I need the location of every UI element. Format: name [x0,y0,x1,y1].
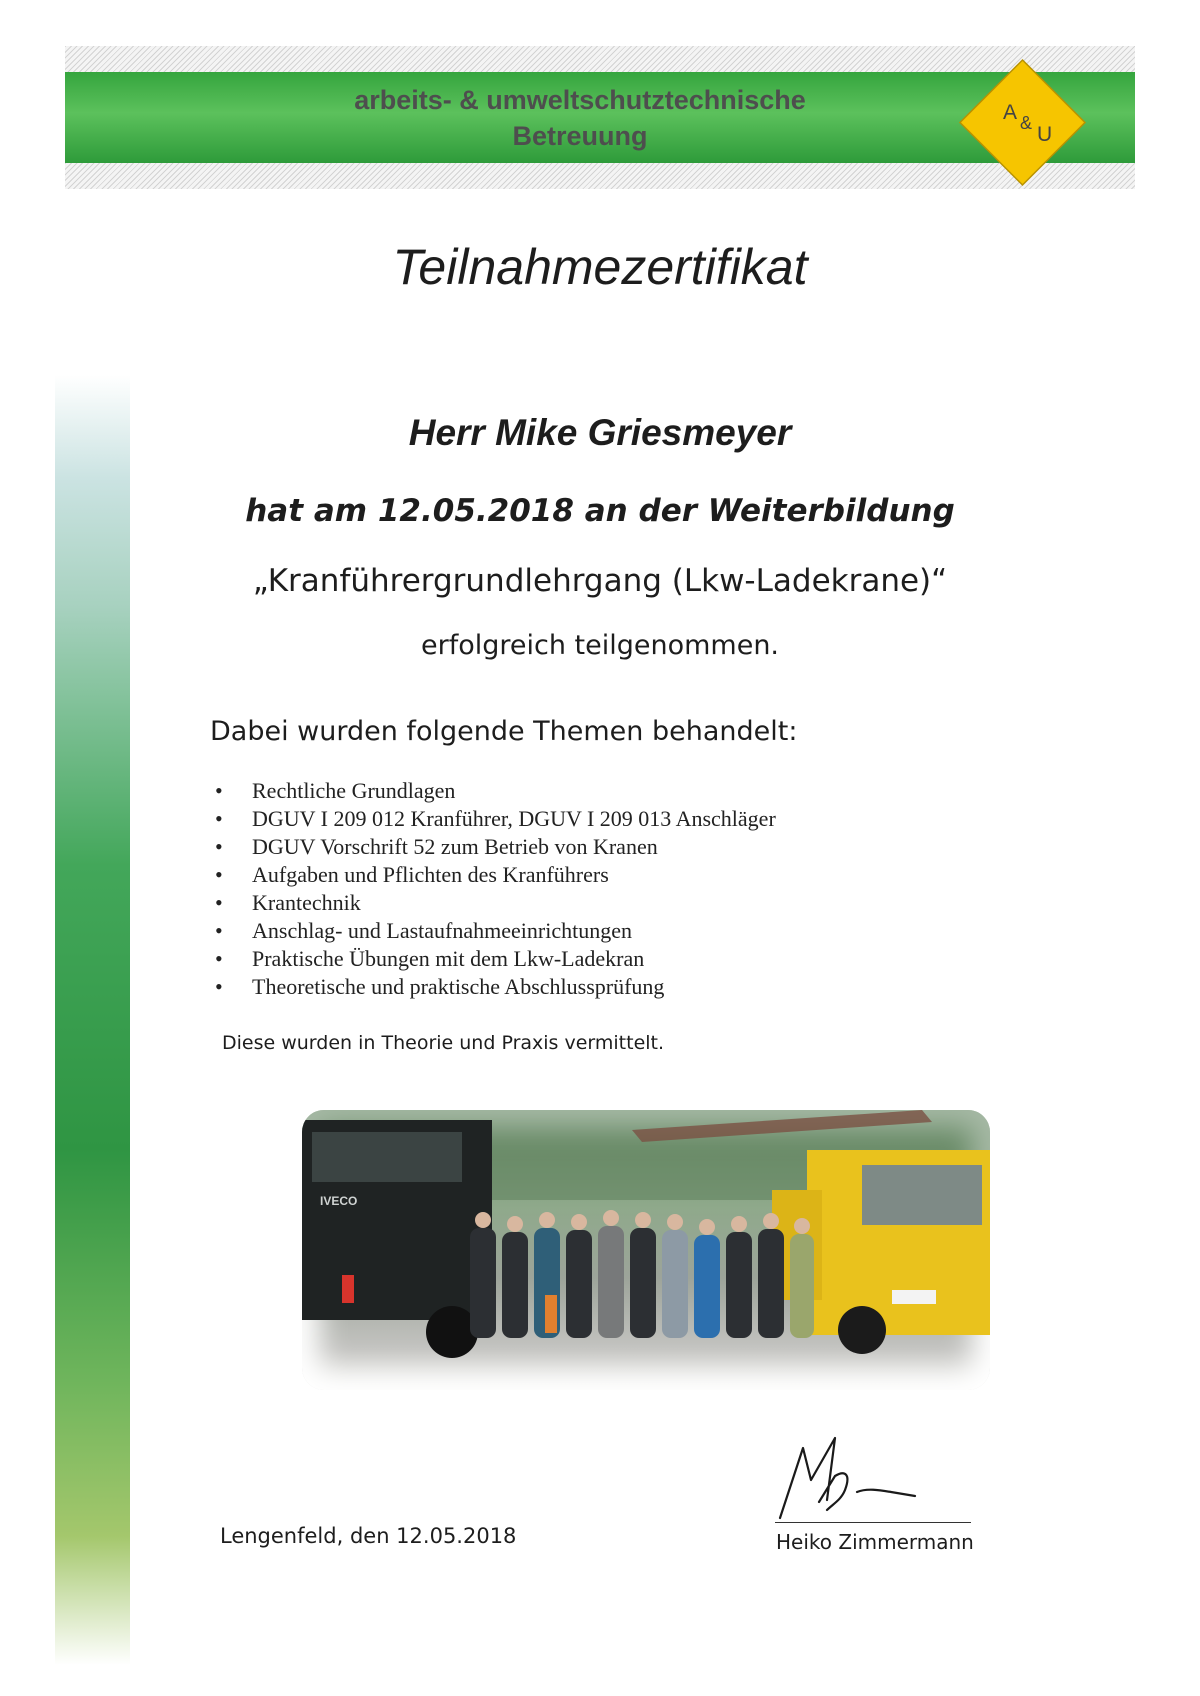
topic-item: • DGUV I 209 012 Kranführer, DGUV I 209 013 Anschläger [212,805,776,833]
methods-note: Diese wurden in Theorie und Praxis vermittelt. [222,1032,665,1054]
company-logo-icon [957,57,1088,188]
signer-name: Heiko Zimmermann [776,1530,974,1554]
logo-letter-u: U [1037,123,1053,146]
company-name-line1: arbeits- & umweltschutztechnische [354,84,806,115]
topic-item: • Rechtliche Grundlagen [212,777,776,805]
group-photo [302,1110,990,1390]
result-line: erfolgreich teilgenommen. [420,630,780,661]
group-of-people [470,1210,814,1338]
truck-badge-text: IVECO [320,1194,358,1208]
recipient-name: Herr Mike Griesmeyer [408,412,792,453]
company-name-line2: Betreuung [512,120,648,151]
signature-line [775,1522,971,1523]
certificate-title: Teilnahmezertifikat [392,239,808,295]
logo-letter-a: A [1003,101,1018,124]
place-and-date: Lengenfeld, den 12.05.2018 [220,1524,517,1548]
statement-line: hat am 12.05.2018 an der Weiterbildung [245,493,955,529]
dark-truck [302,1120,492,1358]
topic-item: • Theoretische und praktische Abschlussprüfung [212,973,776,1001]
topic-item: • Aufgaben und Pflichten des Kranführers [212,861,776,889]
signature-icon [775,1430,925,1525]
topics-heading: Dabei wurden folgende Themen behandelt: [210,716,798,747]
topic-item: • DGUV Vorschrift 52 zum Betrieb von Kranen [212,833,776,861]
topic-item: • Krantechnik [212,889,776,917]
topics-list [212,777,776,1001]
topic-item: • Praktische Übungen mit dem Lkw-Ladekran [212,945,776,973]
company-name [354,82,806,154]
course-name: „Kranführergrundlehrgang (Lkw-Ladekrane)“ [252,563,948,599]
group-photo-illustration [302,1110,990,1390]
topic-item: • Anschlag- und Lastaufnahmeeinrichtungen [212,917,776,945]
logo-letter-amp: & [1020,113,1033,133]
